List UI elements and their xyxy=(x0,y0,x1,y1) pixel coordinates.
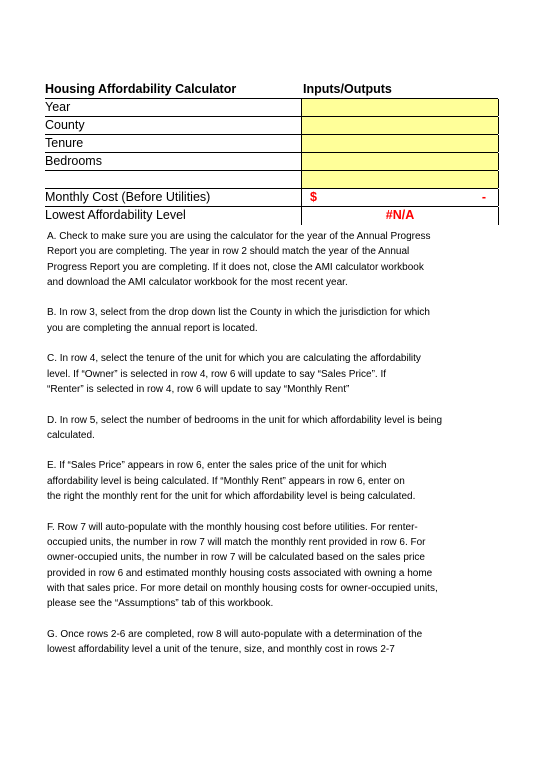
note-f: F. Row 7 will auto-populate with the monthly housing cost before utilities. For renter- occupied units, the number in row 7 will match the monthly rent provided in row 6. For owner-occupied units, the number in row 7 will be calculated based on the sales price provided in row 6 and estimated monthly housing costs associated with owning a home with that sales price. For more detail on monthly housing costs for owner-occupied units, please see the “Assumptions” tab of this workbook. xyxy=(47,521,438,610)
lowest-level-value: #N/A xyxy=(385,208,415,222)
currency-symbol: $ xyxy=(310,190,317,204)
note-g: G. Once rows 2-6 are completed, row 8 will auto-populate with a determination of the lowest affordability level a unit of the tenure, size, and monthly cost in rows 2-7 xyxy=(47,628,423,656)
year-input[interactable] xyxy=(301,99,499,116)
price-label xyxy=(45,171,301,188)
year-row xyxy=(45,99,498,117)
note-e: E. If “Sales Price” appears in row 6, enter the sales price of the unit for which affordability level is being calculated. If “Monthly Rent” appears in row 6, enter on the right the monthly rent for the unit for which affordability level is being calculated. xyxy=(47,460,416,503)
lowest-level-row xyxy=(45,207,498,224)
year-label: Year xyxy=(45,100,71,114)
header-title: Housing Affordability Calculator xyxy=(45,82,237,96)
note-c: C. In row 4, select the tenure of the unit for which you are calculating the affordability level. If “Owner” is selected in row 4, row 6 will update to say “Sales Price”. If “Renter” is selected in row 4, row 6 will update to say “Monthly Rent” xyxy=(47,353,421,395)
note-d: D. In row 5, select the number of bedrooms in the unit for which affordability level is being calculated. xyxy=(47,414,443,441)
county-label: County xyxy=(45,118,85,132)
lowest-level-label: Lowest Affordability Level xyxy=(45,208,186,222)
note-a: A. Check to make sure you are using the calculator for the year of the Annual Progress Report you are completing. The year in row 2 should match the year of the Annual Progress Report you are completing. If it does not, close the AMI calculator workbook and download the AMI calculator workbook for the most recent year. xyxy=(47,231,431,288)
tenure-row xyxy=(45,135,498,153)
monthly-cost-value: - xyxy=(481,190,486,204)
note-b: B. In row 3, select from the drop down list the County in which the jurisdiction for which you are completing the annual report is located. xyxy=(47,307,430,334)
header-row xyxy=(45,81,498,99)
lowest-level-value-cell xyxy=(301,207,499,225)
header-inputs-outputs: Inputs/Outputs xyxy=(303,82,392,96)
county-select[interactable] xyxy=(301,117,499,134)
instructions xyxy=(47,229,507,673)
calculator-table xyxy=(45,81,498,224)
county-row xyxy=(45,117,498,135)
tenure-label: Tenure xyxy=(45,136,84,150)
tenure-select[interactable] xyxy=(301,135,499,152)
bedrooms-select[interactable] xyxy=(301,153,499,170)
bedrooms-row xyxy=(45,153,498,171)
price-row xyxy=(45,171,498,189)
monthly-cost-value-cell xyxy=(301,189,499,206)
price-input[interactable] xyxy=(301,171,499,188)
monthly-cost-label: Monthly Cost (Before Utilities) xyxy=(45,190,211,204)
monthly-cost-row xyxy=(45,189,498,207)
bedrooms-label: Bedrooms xyxy=(45,154,102,168)
